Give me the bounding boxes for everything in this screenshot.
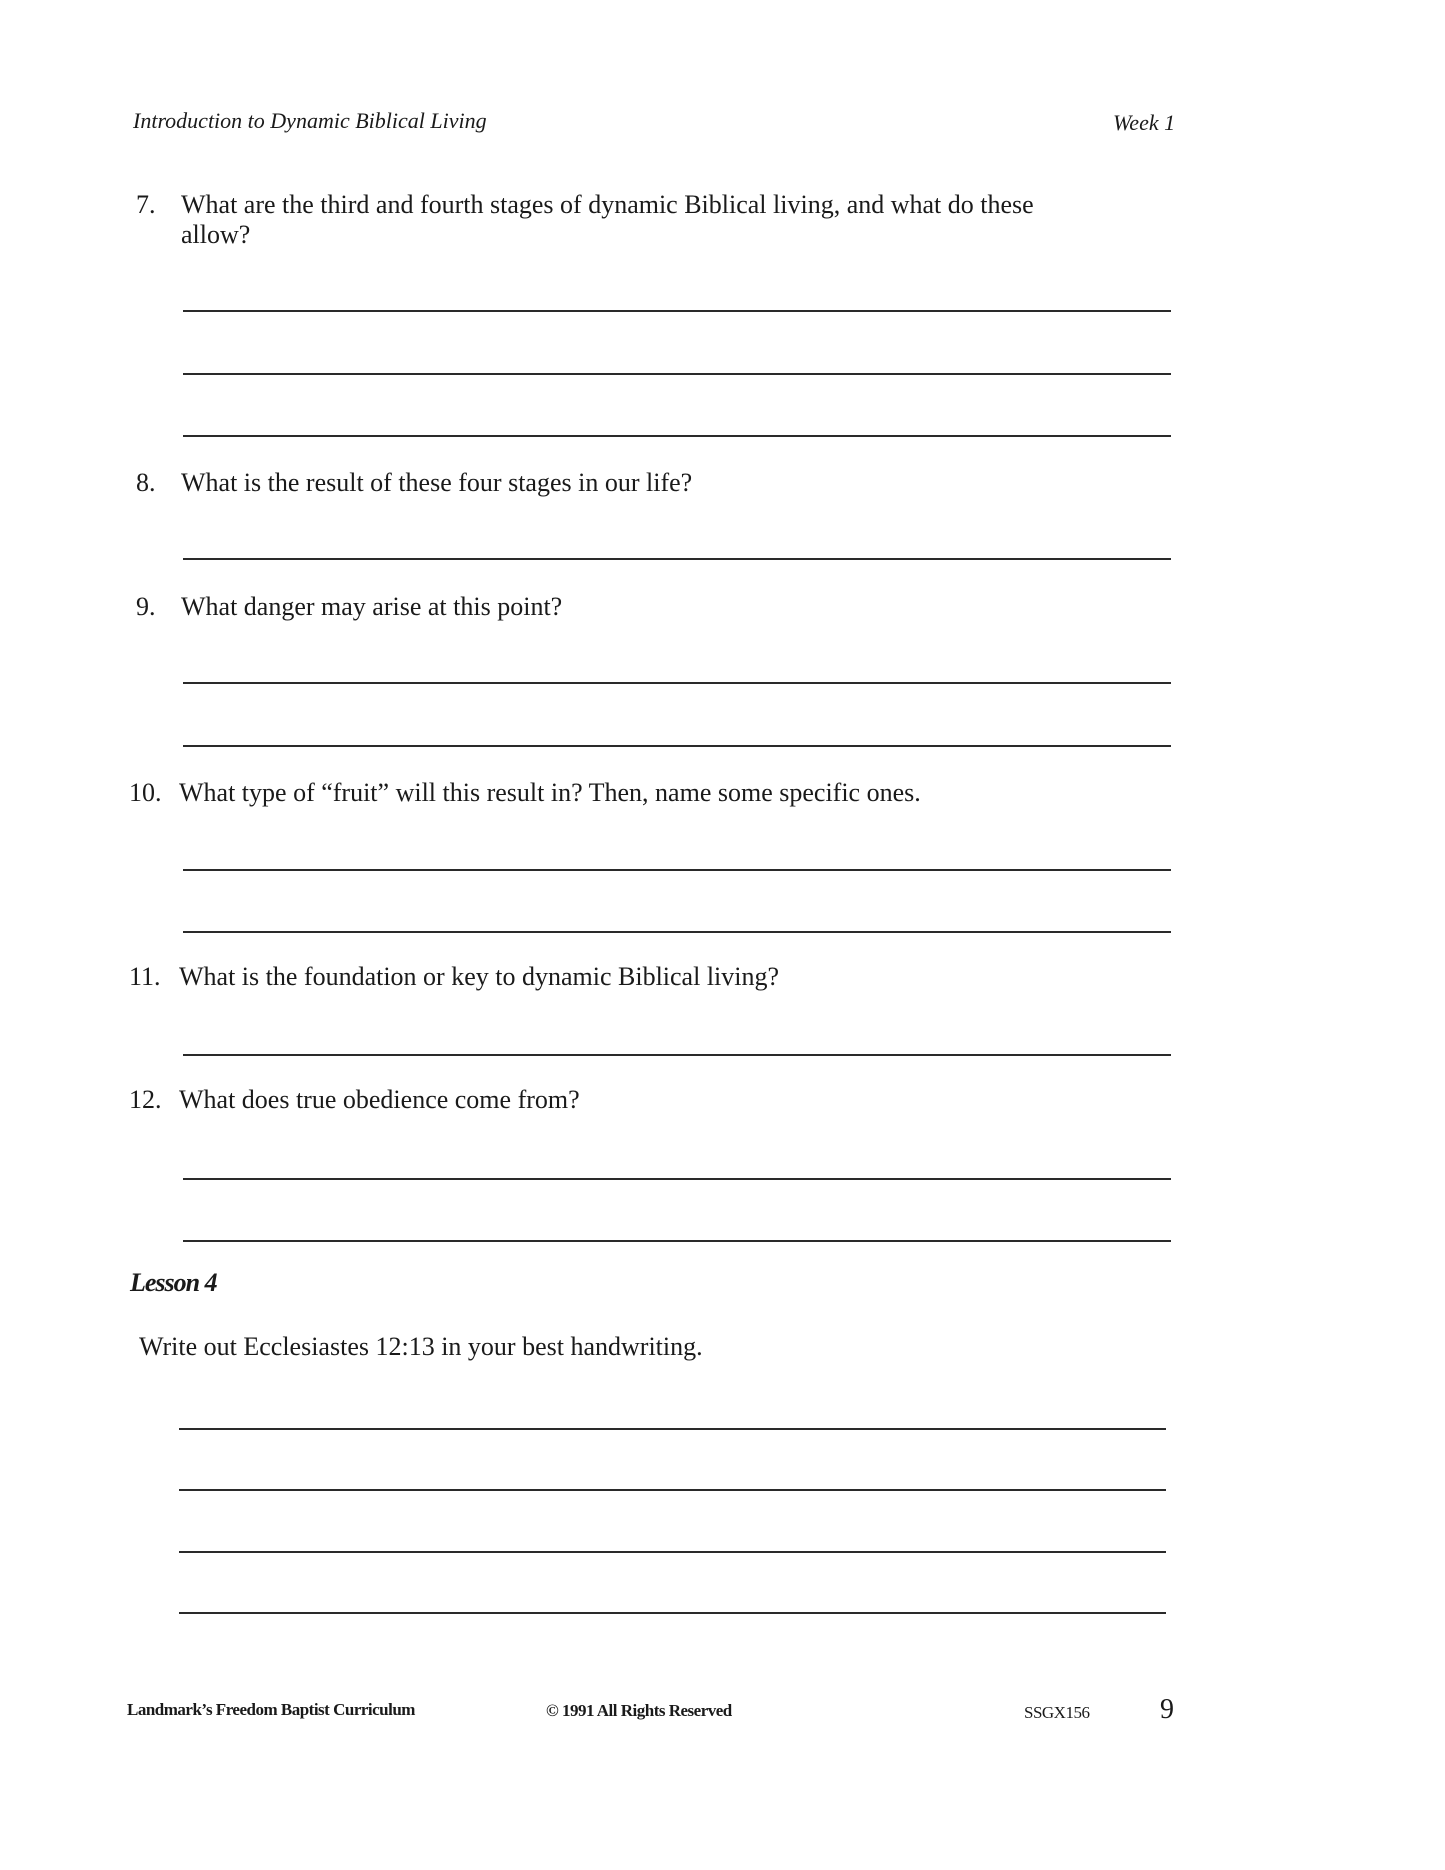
answer-line[interactable] (183, 1240, 1171, 1242)
question-11 (129, 962, 1229, 994)
answer-line[interactable] (183, 745, 1171, 747)
footer-code: SSGX156 (1024, 1703, 1090, 1722)
question-9 (136, 592, 1236, 624)
answer-line[interactable] (183, 931, 1171, 933)
handwriting-line[interactable] (179, 1489, 1166, 1491)
handwriting-line[interactable] (179, 1428, 1166, 1430)
answer-line[interactable] (183, 373, 1171, 375)
answer-line[interactable] (183, 1054, 1171, 1056)
question-8 (136, 468, 1236, 500)
week-label: Week 1 (1113, 110, 1176, 135)
answer-line[interactable] (183, 558, 1171, 560)
lesson-instruction: Write out Ecclesiastes 12:13 in your best handwriting. (139, 1332, 703, 1361)
question-text: What danger may arise at this point? (181, 592, 563, 621)
answer-line[interactable] (183, 310, 1171, 312)
question-12 (129, 1085, 1229, 1117)
question-number: 11. (129, 962, 161, 991)
answer-line[interactable] (183, 435, 1171, 437)
question-number: 8. (136, 468, 156, 497)
answer-line[interactable] (183, 682, 1171, 684)
answer-line[interactable] (183, 1178, 1171, 1180)
question-text: What are the third and fourth stages of dynamic Biblical living, and what do these (181, 190, 1034, 219)
answer-line[interactable] (183, 869, 1171, 871)
question-number: 9. (136, 592, 156, 621)
page-number: 9 (1160, 1694, 1174, 1725)
footer-copyright: © 1991 All Rights Reserved (546, 1701, 732, 1720)
footer-publisher: Landmark’s Freedom Baptist Curriculum (127, 1700, 415, 1719)
question-text-continued: allow? (181, 220, 251, 249)
question-text: What is the result of these four stages in our life? (181, 468, 693, 497)
question-number: 7. (136, 190, 156, 219)
question-10 (129, 778, 1229, 810)
document-title: Introduction to Dynamic Biblical Living (133, 108, 487, 133)
question-text: What is the foundation or key to dynamic Biblical living? (179, 962, 780, 991)
question-number: 12. (129, 1085, 162, 1114)
handwriting-line[interactable] (179, 1612, 1166, 1614)
question-7 (136, 190, 1236, 254)
question-text: What type of “fruit” will this result in? Then, name some specific ones. (179, 778, 921, 807)
handwriting-line[interactable] (179, 1551, 1166, 1553)
lesson-heading: Lesson 4 (130, 1268, 217, 1297)
question-number: 10. (129, 778, 162, 807)
question-text: What does true obedience come from? (179, 1085, 580, 1114)
